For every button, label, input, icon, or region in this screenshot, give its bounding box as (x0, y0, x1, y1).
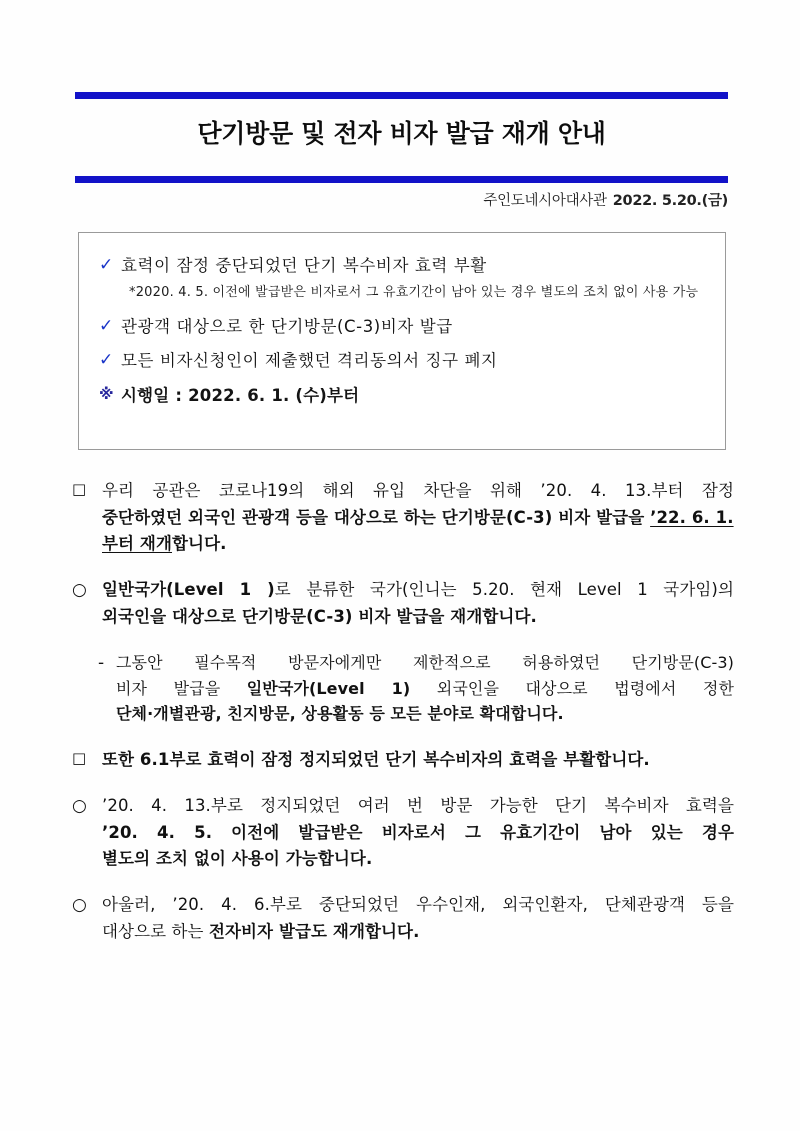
asterisk-icon: ※ (99, 384, 114, 403)
paragraph-1-line-3a: 부터 재개 (102, 534, 173, 554)
check-icon: ✓ (99, 255, 114, 275)
issuer-name: 주인도네시아대사관 (483, 193, 607, 209)
paragraph-2-level-label: 일반국가(Level 1 ) (102, 580, 275, 600)
paragraph-3-text (102, 747, 734, 774)
paragraph-2-sub-line-3: 단체·개별관광, 친지방문, 상용활동 등 모든 분야로 확대합니다. (116, 704, 564, 724)
summary-item-text: 모든 비자신청인이 제출했던 격리동의서 징구 폐지 (121, 351, 498, 371)
summary-item-text: 관광객 대상으로 한 단기방문(C-3)비자 발급 (121, 316, 453, 336)
paragraph-5-line-2a: 대상으로 하는 (102, 921, 209, 941)
paragraph-4-line-2: ’20. 4. 5. 이전에 발급받은 비자로서 그 유효기간이 남아 있는 경우 (102, 822, 734, 842)
paragraph-5-text (102, 892, 734, 945)
paragraph-5-line-2c: 합니다. (364, 921, 420, 941)
header-rule-bottom (75, 176, 728, 183)
paragraph-1-text (102, 478, 734, 558)
paragraph-2-sub (98, 650, 734, 728)
issuer-line (75, 189, 728, 210)
circle-bullet-icon: ○ (72, 580, 87, 601)
summary-item (99, 350, 705, 371)
paragraph-2-line-2: 외국인을 대상으로 단기방문(C-3) 비자 발급을 재개합니다. (102, 606, 537, 626)
document-body (72, 478, 734, 965)
paragraph-2-line-1b: 로 분류한 국가(인니는 5.20. 현재 Level 1 국가임)의 (274, 580, 734, 600)
paragraph-5 (72, 892, 734, 945)
paragraph-4-line-3: 별도의 조치 없이 사용이 가능합니다. (102, 849, 373, 869)
circle-bullet-icon: ○ (72, 796, 87, 817)
paragraph-5-evisa-emphasis: 전자비자 발급도 재개 (208, 921, 365, 941)
paragraph-2-sub-line-2c: 외국인을 대상으로 법령에서 정한 (410, 678, 735, 698)
paragraph-1-line-1: 우리 공관은 코로나19의 해외 유입 차단을 위해 ’20. 4. 13.부터 잠정 (102, 481, 734, 500)
square-bullet-icon: □ (72, 749, 87, 768)
summary-item (99, 316, 705, 337)
paragraph-4 (72, 793, 734, 873)
paragraph-4-text (102, 793, 734, 873)
paragraph-2-text (102, 577, 734, 630)
summary-item (99, 255, 705, 276)
effective-date-text: 시행일 : 2022. 6. 1. (수)부터 (121, 385, 360, 405)
paragraph-1-line-3b: 합니다. (172, 534, 227, 554)
dash-bullet-icon: - (98, 652, 105, 673)
paragraph-1-line-2a: 중단하였던 외국인 관광객 등을 대상으로 하는 단기방문(C-3) 비자 발급을 (102, 507, 651, 527)
paragraph-3-line-1: 또한 6.1부로 효력이 잠정 정지되었던 단기 복수비자의 효력을 부활합니다. (102, 750, 650, 770)
paragraph-5-line-1: 아울러, ’20. 4. 6.부로 중단되었던 우수인재, 외국인환자, 단체관광객 등을 (102, 895, 734, 915)
paragraph-2-sub-level-label: 일반국가(Level 1) (246, 678, 411, 698)
paragraph-1 (72, 478, 734, 558)
check-icon: ✓ (99, 350, 114, 371)
summary-note: *2020. 4. 5. 이전에 발급받은 비자로서 그 유효기간이 남아 있는 경우 별도의 조치 없이 사용 가능 (129, 285, 699, 301)
paragraph-2-sub-line-2a: 비자 발급을 (116, 678, 247, 698)
effective-date-row (99, 385, 705, 406)
check-icon: ✓ (99, 315, 114, 336)
summary-item-text: 효력이 잠정 중단되었던 단기 복수비자 효력 부활 (121, 256, 487, 275)
paragraph-2-sub-text (116, 650, 734, 728)
paragraph-2-sub-line-1: 그동안 필수목적 방문자에게만 제한적으로 허용하였던 단기방문(C-3) (116, 652, 734, 672)
circle-bullet-icon: ○ (72, 895, 87, 916)
paragraph-1-date-emphasis: ’22. 6. 1. (650, 507, 734, 527)
square-bullet-icon: □ (72, 480, 87, 498)
paragraph-4-line-1: ’20. 4. 13.부로 정지되었던 여러 번 방문 가능한 단기 복수비자 효력을 (102, 796, 734, 816)
page-title: 단기방문 및 전자 비자 발급 재개 안내 (197, 119, 606, 148)
paragraph-2 (72, 577, 734, 630)
header-rule-top (75, 92, 728, 99)
issue-date: 2022. 5.20.(금) (612, 193, 728, 209)
summary-box (78, 232, 726, 450)
paragraph-3 (72, 747, 734, 774)
